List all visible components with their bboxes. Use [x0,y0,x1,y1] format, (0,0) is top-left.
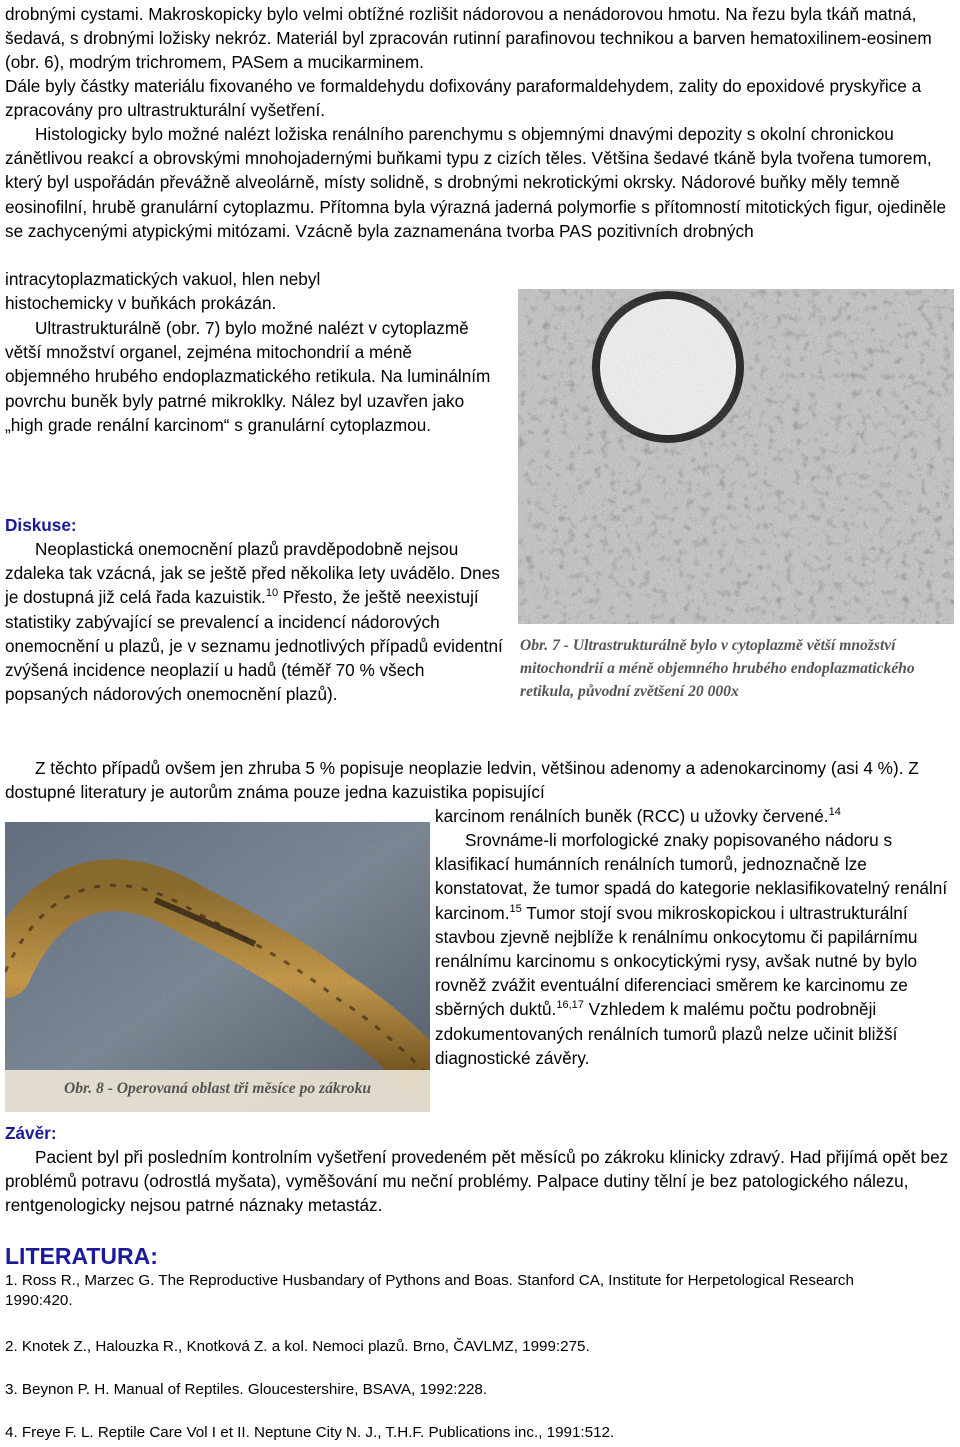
figure-8-caption: Obr. 8 - Operovaná oblast tři měsíce po zákroku [63,1080,372,1097]
paragraph-histology-end: intracytoplazmatických vakuol, hlen nebyl histochemicky v buňkách prokázán. [5,269,321,314]
figure-8-photo [5,822,430,1112]
discussion-2-end-text: karcinom renálních buněk (RCC) u užovky červené. [435,806,829,826]
paragraph-intro: drobnými cystami. Makroskopicky bylo velmi obtížné rozlišit nádorovou a nenádorovou hmotu. Na řezu byla tkáň matná, šedavá, s drobnými ložisky nekróz. Materiál byl zpracován rutinní parafinovou technikou a barven hematoxilinem-eosinem (obr. 6), modrým trichromem, PASem a mucikarminem. [5,4,932,73]
paragraph-discussion-1 [5,537,505,706]
discussion-1-text: Neoplastická onemocnění plazů pravděpodobně nejsou zdaleka tak vzácná, jak se ještě před několika lety uvádělo. Dnes je dostupná již celá řada kazuistik. [5,539,500,608]
paragraph-histology: Histologicky bylo možné nalézt ložiska renálního parenchymu s objemnými dnavými depozity s okolní chronickou zánětlivou reakcí a obrovskými mnohojadernými buňkami typu z cizích těles. Většina šedavé tkáně byla tvořena tumorem, který byl uspořádán převážně alveolárně, místy solidně, s drobnými nekrotickými okrsky. Nádorové buňky měly temně eosinofilní, hrubě granulární cytoplazmu. Přítomna byla výrazná jaderná polymorfie s přítomností mitotických figur, ojediněle se zachycenými atypickými mitózami. Vzácně byla zaznamenána tvorba PAS pozitivních drobných [5,124,946,241]
micrograph-image [518,289,954,624]
paragraph-fixation: Dále byly částky materiálu fixovaného ve formaldehydu dofixovány paraformaldehydem, zality do epoxidové pryskyřice a zpracovány pro ultrastrukturální vyšetření. [5,76,922,121]
zaver-heading: Závěr: [5,1123,57,1143]
paragraph-discussion-3 [435,828,960,1070]
literatura-heading: LITERATURA: [5,1243,158,1269]
reference-item: 1. Ross R., Marzec G. The Reproductive Husbandary of Pythons and Boas. Stanford CA, Institute for Herpetological Research 1990:420. [5,1272,854,1309]
figure-7-caption: Obr. 7 - Ultrastrukturálně bylo v cytoplazmě větší množství mitochondrií a méně objemného hrubého endoplazmatického retikula, původní zvětšení 20 000x [520,637,915,700]
reference-item: 4. Freye F. L. Reptile Care Vol I et II. Neptune City N. J., T.H.F. Publications inc., 1991:512. [5,1424,615,1441]
citation-16-17: 16,17 [556,999,584,1012]
paragraph-conclusion: Pacient byl při posledním kontrolním vyšetření provedeném pět měsíců po zákroku klinicky zdravý. Had přijímá opět bez problémů potravu (odrostlá myšata), vyměšování mu neční problémy. Palpace dutiny tělní je bez patologického nálezu, rentgenologicky nejsou patrné náznaky metastáz. [5,1147,949,1216]
discussion-3-text-b: Tumor stojí svou mikroskopickou i ultrastrukturální stavbou zjevně nejblíže k renálnímu onkocytomu či papilárnímu renálnímu karcinomu s onkocytickými rysy, avšak nutné by bylo rovněž zvážit eventuální diferenciaci směrem ke karcinomu ze sběrných duktů. [435,902,918,1020]
figure-7-micrograph [518,289,954,624]
snake-photo-image [5,822,430,1112]
paragraph-discussion-2: Z těchto případů ovšem jen zhruba 5 % popisuje neoplazie ledvin, většinou adenomy a adenokarcinomy (asi 4 %). Z dostupné literatury je autorům známa pouze jedna kazuistika popisující [5,758,919,803]
reference-item: 3. Beynon P. H. Manual of Reptiles. Gloucestershire, BSAVA, 1992:228. [5,1381,488,1398]
diskuse-heading: Diskuse: [5,515,77,535]
citation-15: 15 [509,902,522,915]
citation-10: 10 [265,587,279,600]
paragraph-ultrastructure: Ultrastrukturálně (obr. 7) bylo možné nalézt v cytoplazmě větší množství organel, zejména mitochondrií a méně objemného hrubého endoplazmatického retikula. Na luminálním povrchu buněk byly patrné mikroklky. Nález byl uzavřen jako „high grade renální karcinom“ s granulární cytoplazmou. [5,318,491,435]
reference-item: 2. Knotek Z., Halouzka R., Knotková Z. a kol. Nemoci plazů. Brno, ČAVLMZ, 1999:275. [5,1338,590,1355]
discussion-3-text-c: Vzhledem k malému počtu podrobněji zdokumentovaných renálních tumorů plazů nelze učinit bližší diagnostické závěry. [435,999,898,1068]
paragraph-discussion-2-end [435,804,955,828]
discussion-1-text-cont: Přesto, že ještě neexistují statistiky zabývající se prevalencí a incidencí nádorových onemocnění u plazů, je v seznamu jednotlivých případů evidentní zvýšená incidence neoplazií u hadů (téměř 70 % všech popsaných nádorových onemocnění plazů). [5,587,503,705]
discussion-3-text-a: Srovnáme-li morfologické znaky popisovaného nádoru s klasifikací humánních renálních tumorů, jednoznačně lze konstatovat, že tumor spadá do kategorie neklasifikovatelný renální karcinom. [435,830,948,923]
citation-14: 14 [828,806,841,818]
